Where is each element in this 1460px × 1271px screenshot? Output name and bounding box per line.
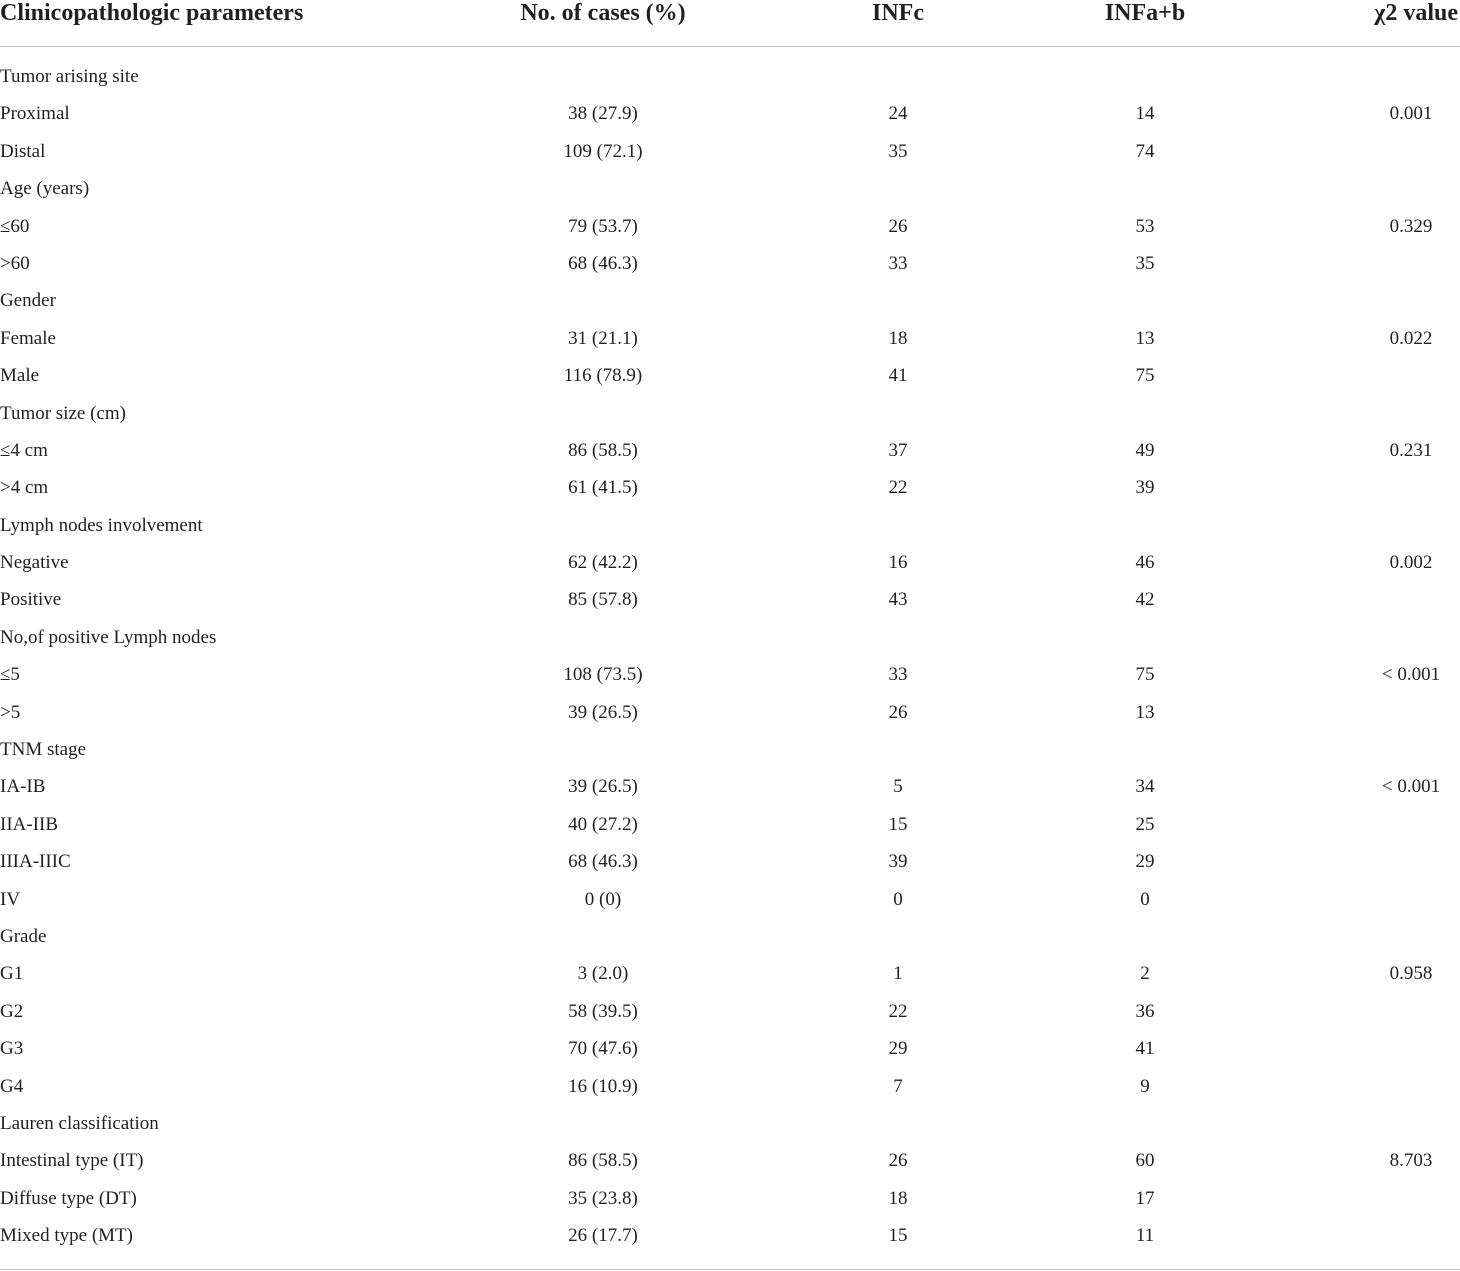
- table-row: [0, 1217, 1460, 1254]
- header-chi2: χ2 value: [1374, 0, 1458, 26]
- cell-cases: 26 (17.7): [568, 1225, 638, 1247]
- table-row: [0, 918, 1460, 955]
- cell-cases: 68 (46.3): [568, 252, 638, 274]
- cell-infc: 26: [888, 215, 908, 237]
- cell-infab: 17: [1135, 1187, 1155, 1209]
- cell-infab: 35: [1135, 252, 1155, 274]
- cell-parameter: Mixed type (MT): [0, 1225, 133, 1247]
- cell-infc: 1: [893, 963, 903, 985]
- cell-parameter: Diffuse type (DT): [0, 1187, 137, 1209]
- cell-infab: 75: [1135, 664, 1155, 686]
- cell-chi2: < 0.001: [1381, 664, 1441, 686]
- cell-cases: 79 (53.7): [568, 215, 638, 237]
- cell-infc: 33: [888, 252, 908, 274]
- cell-parameter: IV: [0, 888, 21, 910]
- cell-parameter: Gender: [0, 290, 56, 312]
- table-row: [0, 357, 1460, 394]
- cell-infab: 36: [1135, 1000, 1155, 1022]
- cell-chi2: 0.022: [1389, 327, 1433, 349]
- table-row: [0, 544, 1460, 581]
- cell-cases: 109 (72.1): [563, 140, 643, 162]
- table-row: [0, 282, 1460, 319]
- cell-parameter: Proximal: [0, 103, 70, 125]
- cell-infc: 0: [893, 888, 903, 910]
- cell-parameter: ≤4 cm: [0, 439, 48, 461]
- cell-infc: 26: [888, 1150, 908, 1172]
- cell-parameter: >4 cm: [0, 477, 49, 499]
- table-row: [0, 768, 1460, 805]
- cell-cases: 3 (2.0): [577, 963, 629, 985]
- cell-parameter: IIA-IIB: [0, 813, 59, 835]
- table-row: [0, 320, 1460, 357]
- cell-parameter: Grade: [0, 925, 47, 947]
- table-row: [0, 1180, 1460, 1217]
- cell-cases: 39 (26.5): [568, 701, 638, 723]
- cell-cases: 108 (73.5): [563, 664, 643, 686]
- table-row: [0, 432, 1460, 469]
- cell-infab: 11: [1135, 1225, 1155, 1247]
- table-row: [0, 656, 1460, 693]
- cell-infc: 16: [888, 552, 908, 574]
- cell-parameter: Positive: [0, 589, 62, 611]
- cell-chi2: 8.703: [1389, 1150, 1433, 1172]
- cell-cases: 62 (42.2): [568, 552, 638, 574]
- cell-infc: 18: [888, 327, 908, 349]
- cell-parameter: IA-IB: [0, 776, 46, 798]
- cell-infab: 34: [1135, 776, 1155, 798]
- cell-infc: 22: [888, 477, 908, 499]
- cell-parameter: Male: [0, 365, 40, 387]
- table-row: [0, 843, 1460, 880]
- cell-infc: 33: [888, 664, 908, 686]
- cell-cases: 58 (39.5): [568, 1000, 638, 1022]
- cell-chi2: 0.002: [1389, 552, 1433, 574]
- cell-chi2: < 0.001: [1381, 776, 1441, 798]
- cell-cases: 116 (78.9): [563, 365, 643, 387]
- cell-chi2: 0.231: [1389, 439, 1433, 461]
- cell-cases: 35 (23.8): [568, 1187, 638, 1209]
- cell-infc: 43: [888, 589, 908, 611]
- cell-parameter: Lymph nodes involvement: [0, 514, 203, 536]
- header-infc: INFc: [872, 0, 924, 26]
- cell-infc: 35: [888, 140, 908, 162]
- cell-parameter: ≤60: [0, 215, 30, 237]
- cell-parameter: G4: [0, 1075, 24, 1097]
- cell-cases: 68 (46.3): [568, 851, 638, 873]
- table-row: [0, 58, 1460, 95]
- cell-parameter: ≤5: [0, 664, 20, 686]
- cell-infab: 75: [1135, 365, 1155, 387]
- cell-infc: 37: [888, 439, 908, 461]
- table-row: [0, 245, 1460, 282]
- cell-infab: 49: [1135, 439, 1155, 461]
- cell-infab: 14: [1135, 103, 1155, 125]
- cell-infc: 39: [888, 851, 908, 873]
- cell-cases: 39 (26.5): [568, 776, 638, 798]
- cell-cases: 40 (27.2): [568, 813, 638, 835]
- table-header: [0, 0, 1460, 47]
- cell-infab: 41: [1135, 1038, 1155, 1060]
- table-row: [0, 1142, 1460, 1179]
- cell-parameter: Female: [0, 327, 56, 349]
- table-row: [0, 95, 1460, 132]
- bottom-rule: [0, 1269, 1460, 1270]
- cell-infab: 2: [1140, 963, 1150, 985]
- cell-cases: 86 (58.5): [568, 1150, 638, 1172]
- cell-cases: 70 (47.6): [568, 1038, 638, 1060]
- cell-cases: 31 (21.1): [568, 327, 638, 349]
- table-row: [0, 619, 1460, 656]
- cell-infc: 22: [888, 1000, 908, 1022]
- header-cases: No. of cases (%): [520, 0, 686, 26]
- cell-infc: 24: [888, 103, 908, 125]
- cell-infab: 13: [1135, 701, 1155, 723]
- header-infab: INFa+b: [1104, 0, 1186, 26]
- cell-cases: 16 (10.9): [568, 1075, 638, 1097]
- cell-infc: 15: [888, 1225, 908, 1247]
- table-row: [0, 1068, 1460, 1105]
- table-row: [0, 133, 1460, 170]
- cell-cases: 85 (57.8): [568, 589, 638, 611]
- table-row: [0, 469, 1460, 506]
- cell-parameter: TNM stage: [0, 739, 87, 761]
- cell-infab: 0: [1140, 888, 1150, 910]
- cell-infab: 42: [1135, 589, 1155, 611]
- cell-infab: 46: [1135, 552, 1155, 574]
- header-parameters: Clinicopathologic parameters: [0, 0, 304, 26]
- cell-infab: 39: [1135, 477, 1155, 499]
- cell-infab: 13: [1135, 327, 1155, 349]
- cell-infc: 5: [893, 776, 903, 798]
- cell-parameter: Age (years): [0, 178, 90, 200]
- cell-parameter: Tumor arising site: [0, 66, 139, 87]
- cell-parameter: Tumor size (cm): [0, 402, 126, 424]
- cell-cases: 61 (41.5): [568, 477, 638, 499]
- table-row: [0, 881, 1460, 918]
- cell-parameter: IIIA-IIIC: [0, 851, 71, 873]
- cell-infab: 53: [1135, 215, 1155, 237]
- cell-parameter: >60: [0, 252, 30, 274]
- table-row: [0, 993, 1460, 1030]
- cell-infc: 18: [888, 1187, 908, 1209]
- table-row: [0, 1030, 1460, 1067]
- table-row: [0, 731, 1460, 768]
- cell-chi2: 0.001: [1389, 103, 1433, 125]
- cell-parameter: G1: [0, 963, 24, 985]
- cell-infab: 9: [1140, 1075, 1150, 1097]
- table-row: [0, 1105, 1460, 1142]
- cell-infab: 60: [1135, 1150, 1155, 1172]
- cell-parameter: Intestinal type (IT): [0, 1150, 144, 1172]
- cell-parameter: Negative: [0, 552, 69, 574]
- cell-cases: 0 (0): [584, 888, 622, 910]
- cell-chi2: 0.958: [1389, 963, 1433, 985]
- cell-infab: 25: [1135, 813, 1155, 835]
- cell-parameter: G2: [0, 1000, 24, 1022]
- cell-parameter: No,of positive Lymph nodes: [0, 626, 217, 648]
- cell-parameter: Lauren classification: [0, 1112, 159, 1134]
- table-row: [0, 208, 1460, 245]
- cell-infc: 26: [888, 701, 908, 723]
- cell-parameter: G3: [0, 1038, 24, 1060]
- table-row: [0, 806, 1460, 843]
- cell-infab: 29: [1135, 851, 1155, 873]
- cell-infab: 74: [1135, 140, 1155, 162]
- cell-parameter: >5: [0, 701, 21, 723]
- cell-cases: 38 (27.9): [568, 103, 638, 125]
- table-row: [0, 395, 1460, 432]
- table-body: [0, 58, 1460, 1255]
- table-row: [0, 694, 1460, 731]
- cell-parameter: Distal: [0, 140, 46, 162]
- table-row: [0, 507, 1460, 544]
- table-row: [0, 955, 1460, 992]
- cell-infc: 15: [888, 813, 908, 835]
- cell-cases: 86 (58.5): [568, 439, 638, 461]
- cell-infc: 29: [888, 1038, 908, 1060]
- cell-infc: 7: [893, 1075, 903, 1097]
- cell-chi2: 0.329: [1389, 215, 1433, 237]
- table-row: [0, 170, 1460, 207]
- cell-infc: 41: [888, 365, 908, 387]
- table-row: [0, 581, 1460, 618]
